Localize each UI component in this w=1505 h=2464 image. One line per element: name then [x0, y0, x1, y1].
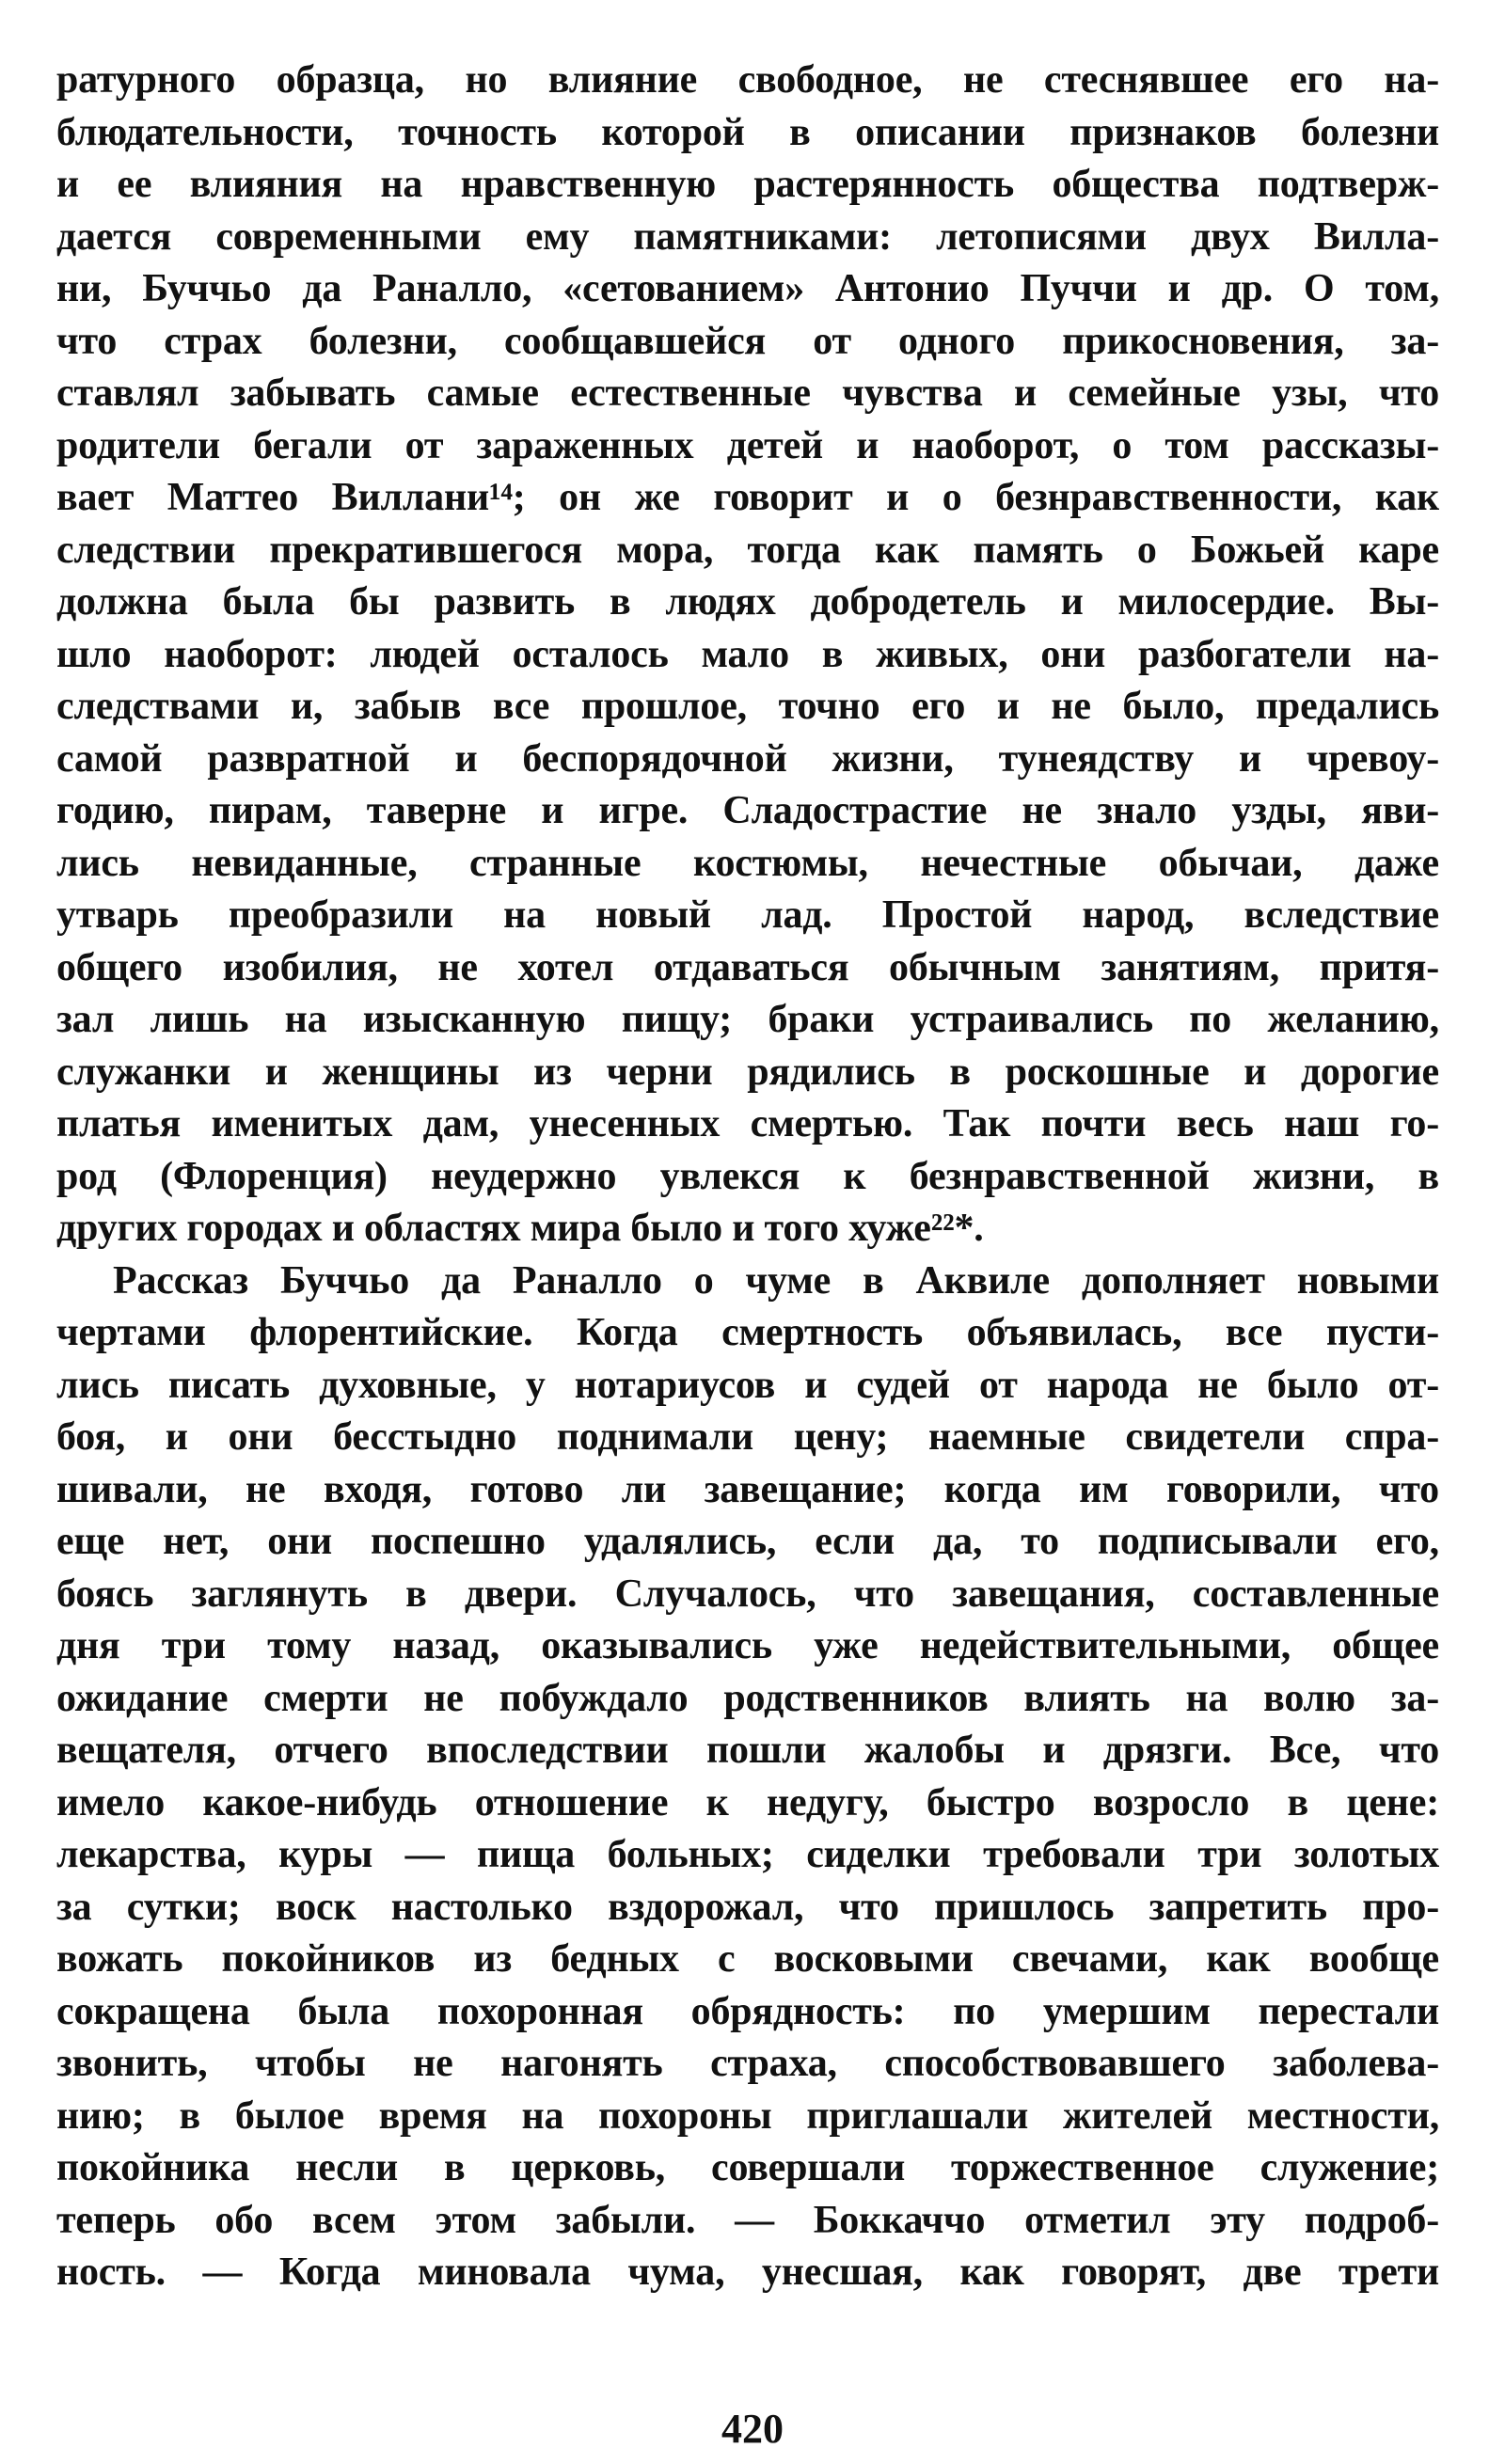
text-line: шивали, не входя, готово ли завещание; когда им говорили, что	[56, 1467, 1439, 1511]
text-line: платья именитых дам, унесенных смертью. Так почти весь наш го-	[56, 1102, 1439, 1145]
text-line: вает Маттео Виллани¹⁴; он же говорит и о безнравственности, как	[56, 476, 1439, 519]
paragraph	[56, 1256, 1439, 2299]
page-body	[56, 55, 1439, 2299]
text-line: других городах и областях мира было и того хуже²²*.	[56, 1207, 984, 1250]
text-line: чертами флорентийские. Когда смертность объявилась, все пусти-	[56, 1311, 1439, 1354]
text-line: следствами и, забыв все прошлое, точно его и не было, предались	[56, 685, 1439, 728]
text-line: Рассказ Буччьо да Раналло о чуме в Аквиле дополняет новыми	[113, 1258, 1439, 1303]
text-line: вожать покойников из бедных с восковыми свечами, как вообще	[56, 1937, 1439, 1981]
text-line: дается современными ему памятниками: летописями двух Вилла-	[56, 214, 1439, 259]
text-line: самой развратной и беспорядочной жизни, тунеядству и чревоу-	[56, 736, 1439, 781]
text-line: боя, и они бесстыдно поднимали цену; наемные свидетели спра-	[56, 1415, 1439, 1459]
text-line: следствии прекратившегося мора, тогда как память о Божьей каре	[56, 528, 1439, 572]
text-line: ставлял забывать самые естественные чувства и семейные узы, что	[56, 371, 1439, 415]
text-line: боясь заглянуть в двери. Случалось, что завещания, составленные	[56, 1572, 1439, 1616]
paragraph	[56, 55, 1439, 1256]
text-line: ность. — Когда миновала чума, унесшая, как говорят, две трети	[56, 2251, 1439, 2294]
text-line: покойника несли в церковь, совершали торжественное служение;	[56, 2146, 1439, 2189]
text-line: зал лишь на изысканную пищу; браки устраивались по желанию,	[56, 998, 1439, 1041]
text-line: должна была бы развить в людях добродетель и милосердие. Вы-	[56, 580, 1439, 624]
text-line: родители бегали от зараженных детей и наоборот, о том рассказы-	[56, 423, 1439, 467]
text-line: блюдательности, точность которой в описании признаков болезни	[56, 110, 1439, 154]
text-line: и ее влияния на нравственную растерянность общества подтверж-	[56, 163, 1439, 206]
text-line: сокращена была похоронная обрядность: по умершим перестали	[56, 1989, 1439, 2033]
text-line: ратурного образца, но влияние свободное, не стеснявшее его на-	[56, 58, 1439, 102]
text-line: служанки и женщины из черни рядились в роскошные и дорогие	[56, 1050, 1439, 1094]
text-line: что страх болезни, сообщавшейся от одного прикосновения, за-	[56, 319, 1439, 363]
text-line: звонить, чтобы не нагонять страха, способствовавшего заболева-	[56, 2042, 1439, 2085]
page-number: 420	[721, 2406, 784, 2452]
text-line: лись писать духовные, у нотариусов и судей от народа не было от-	[56, 1363, 1439, 1407]
text-line: ни, Буччьо да Раналло, «сетованием» Антонио Пуччи и др. О том,	[56, 267, 1439, 310]
text-line: годию, пирам, таверне и игре. Сладострастие не знало узды, яви-	[56, 789, 1439, 832]
text-line: утварь преобразили на новый лад. Простой народ, вследствие	[56, 893, 1439, 937]
text-line: общего изобилия, не хотел отдаваться обычным занятиям, притя-	[56, 945, 1439, 989]
text-line: ожидание смерти не побуждало родственников влиять на волю за-	[56, 1676, 1439, 1720]
text-line: нию; в былое время на похороны приглашали жителей местности,	[56, 2093, 1439, 2138]
text-line: еще нет, они поспешно удалялись, если да, то подписывали его,	[56, 1520, 1439, 1563]
text-line: за сутки; воск настолько вздорожал, что пришлось запретить про-	[56, 1885, 1439, 1929]
text-line: имело какое-нибудь отношение к недугу, быстро возросло в цене:	[56, 1780, 1439, 1824]
text-line: шло наоборот: людей осталось мало в живых, они разбогатели на-	[56, 632, 1439, 676]
text-line: теперь обо всем этом забыли. — Боккаччо отметил эту подроб-	[56, 2198, 1439, 2242]
text-line: лекарства, куры — пища больных; сиделки требовали три золотых	[56, 1833, 1439, 1876]
text-line: лись невиданные, странные костюмы, нечестные обычаи, даже	[56, 841, 1439, 885]
text-line: род (Флоренция) неудержно увлекся к безнравственной жизни, в	[56, 1154, 1439, 1198]
text-line: дня три тому назад, оказывались уже недействительными, общее	[56, 1624, 1439, 1667]
text-line: вещателя, отчего впоследствии пошли жалобы и дрязги. Все, что	[56, 1729, 1439, 1772]
